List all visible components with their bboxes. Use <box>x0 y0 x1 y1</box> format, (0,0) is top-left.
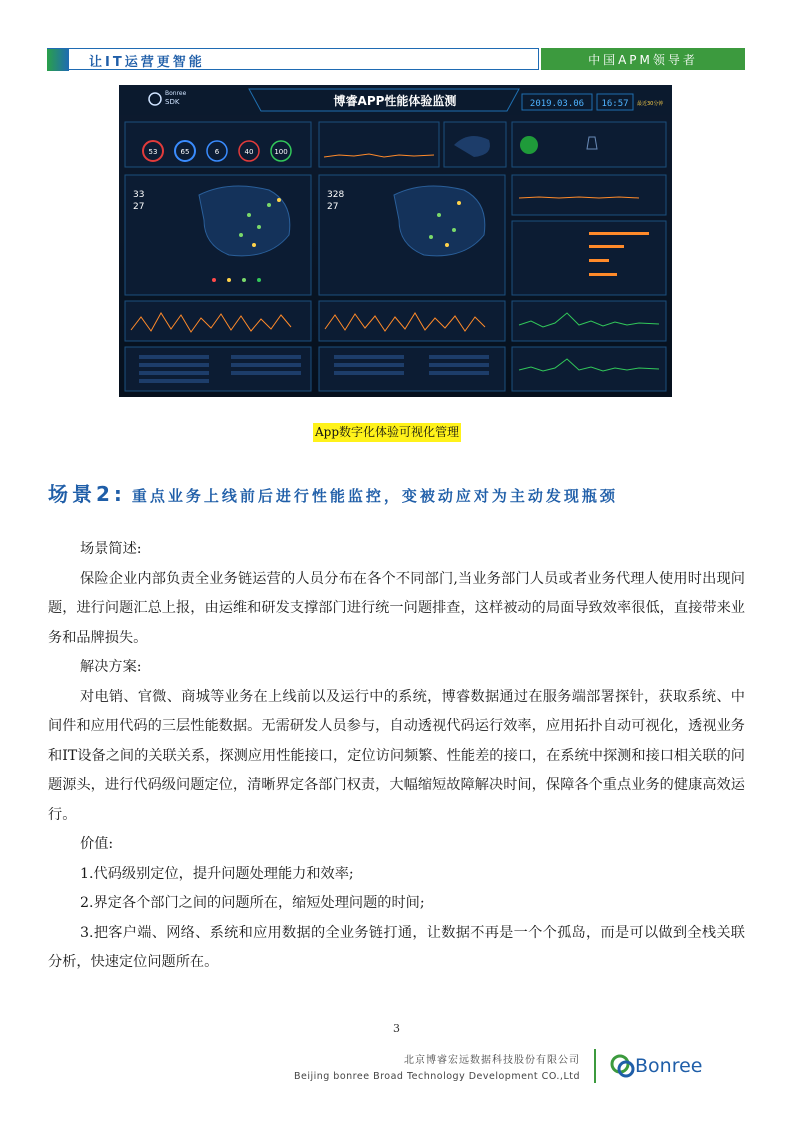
bonree-logo-icon <box>610 1052 636 1080</box>
paragraph: 场景简述: <box>80 541 142 557</box>
dash-brand-sdk: SDK <box>165 98 180 106</box>
bonree-logo <box>610 1052 703 1080</box>
footer-divider <box>594 1049 596 1083</box>
dash-date: 2019.03.06 <box>529 99 585 109</box>
paragraph: 保险企业内部负责全业务链运营的人员分布在各个不同部门,当业务部门人员或者业务代理人使用时出现问题，进行问题汇总上报，由运维和研发支撑部门进行统一问题排查，这样被动的局面导致效率很低，直接带来业务和品牌损失。 <box>48 570 745 646</box>
dashboard-image <box>119 85 672 397</box>
header-tagline-bar <box>541 48 745 70</box>
scene-label: 场景2: <box>48 482 126 506</box>
paragraph: 价值: <box>80 836 114 852</box>
dash-metric-b: 27 <box>133 202 145 212</box>
dash-metric-d: 27 <box>327 202 339 212</box>
dash-metric-c: 328 <box>327 190 345 200</box>
gauge-1: 53 <box>148 148 158 156</box>
paragraph: 对电销、官微、商城等业务在上线前以及运行中的系统，博睿数据通过在服务端部署探针，获取系统、中间件和应用代码的三层性能数据。无需研发人员参与，自动透视代码运行效率，应用拓扑自动可视化，透视业务和IT设备之间的关联关系，探测应用性能接口，定位访问频繁、性能差的接口，在系统中探测和接口相关联的问题源头，进行代码级问题定位，清晰界定各部门权责，大幅缩短故障解决时间，保障各个重点业务的健康高效运行。 <box>48 688 745 823</box>
paragraph: 1.代码级别定位，提升问题处理能力和效率; <box>80 865 354 882</box>
dash-title: 博睿APP性能体验监测 <box>333 94 457 108</box>
header-slogan-bar <box>47 48 539 70</box>
scene-title: 重点业务上线前后进行性能监控，变被动应对为主动发现瓶颈 <box>131 487 618 505</box>
footer-company-en: Beijing bonree Broad Technology Development CO.,Ltd <box>293 1071 580 1082</box>
page-header <box>47 48 745 70</box>
paragraph: 3.把客户端、网络、系统和应用数据的全业务链打通，让数据不再是一个个孤岛，而是可以做到全栈关联分析，快速定位问题所在。 <box>48 924 745 970</box>
gauge-5: 100 <box>274 148 288 156</box>
paragraph: 2.界定各个部门之间的问题所在，缩短处理问题的时间; <box>80 895 425 911</box>
header-tagline: 中国APM领导者 <box>588 53 698 67</box>
figure-caption: App数字化体验可视化管理 <box>313 423 461 442</box>
dash-brand-top: Bonree <box>165 90 187 97</box>
dash-metric-a: 33 <box>133 190 145 200</box>
status-light <box>520 136 538 154</box>
gauge-2: 65 <box>180 148 190 156</box>
logo-text: Bonree <box>635 1055 703 1077</box>
header-slogan: 让IT运营更智能 <box>89 55 205 70</box>
header-accent <box>47 49 69 71</box>
body-text <box>48 535 745 978</box>
page-number: 3 <box>393 1022 400 1035</box>
gauge-4: 40 <box>244 148 254 156</box>
dash-refresh: 最近30分钟 <box>637 101 664 107</box>
footer-company-cn: 北京博睿宏远数据科技股份有限公司 <box>404 1055 580 1066</box>
dash-time: 16:57 <box>601 99 629 109</box>
paragraph: 解决方案: <box>80 659 142 675</box>
gauge-3: 6 <box>214 148 220 156</box>
section-heading <box>48 478 618 506</box>
